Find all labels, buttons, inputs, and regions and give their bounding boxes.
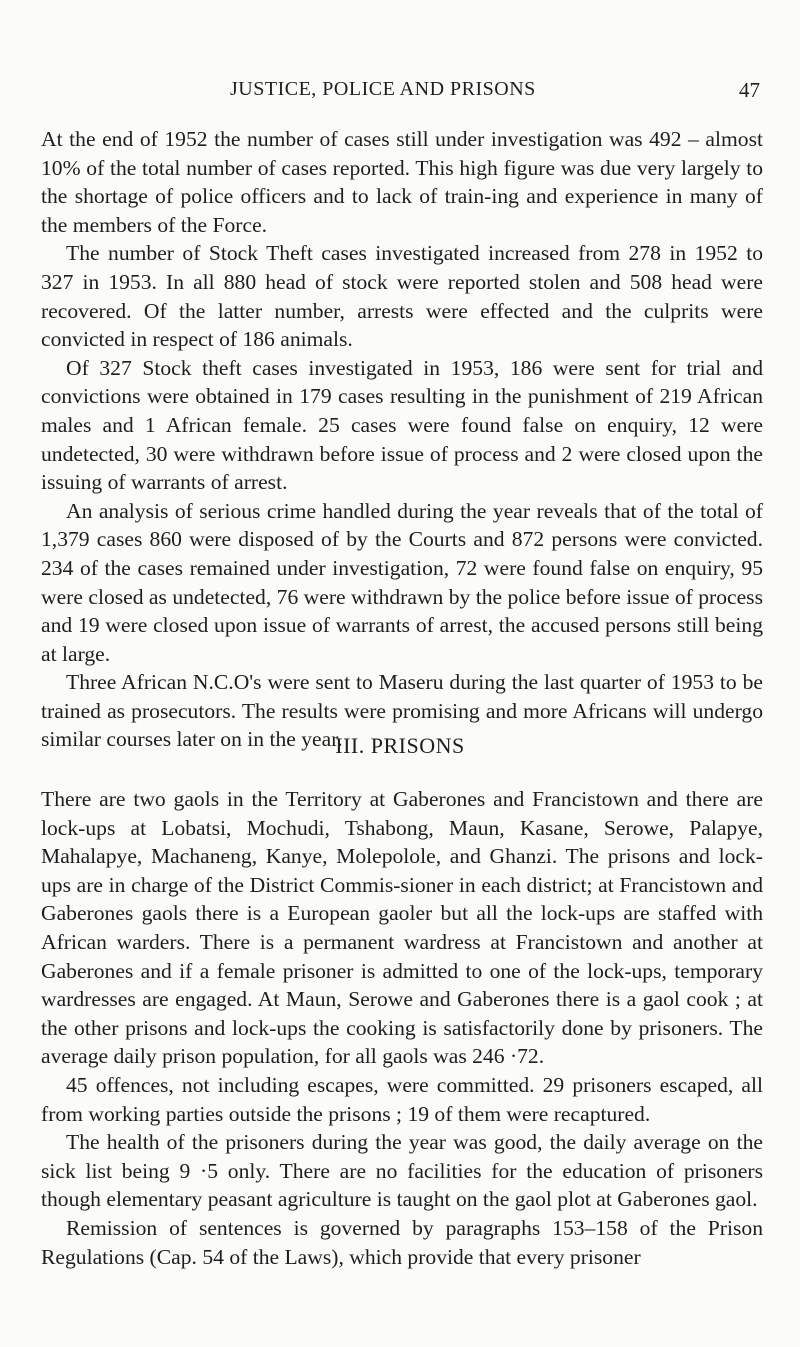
paragraph-offences-escapes: 45 offences, not including escapes, were committed. 29 prisoners escaped, all from working parties outside the prisons ; 19 of them were recaptured.: [41, 1072, 763, 1126]
paragraph-prisoner-health: The health of the prisoners during the year was good, the daily average on the sick list being 9 ·5 only. There are no facilities for the education of prisoners though elementary peasant agriculture is taught on the gaol plot at Gaberones gaol.: [41, 1130, 763, 1212]
section-heading-prisons: III. PRISONS: [335, 733, 465, 758]
page-header: [0, 78, 800, 108]
paragraph-stock-theft: The number of Stock Theft cases investigated increased from 278 in 1952 to 327 in 1953. In all 880 head of stock were reported stolen and 508 head were recovered. Of the latter number, arrests were effected and the culprits were convicted in respect of 186 animals.: [41, 241, 763, 352]
prisons-section-text: [41, 785, 763, 1271]
running-title: JUSTICE, POLICE AND PRISONS: [230, 78, 536, 100]
police-section-text: [41, 125, 763, 754]
paragraph-pending-cases: At the end of 1952 the number of cases still under investigation was 492 – almost 10% of the total number of cases reported. This high figure was due very largely to the shortage of police officers and to lack of train-ing and experience in many of the members of the Force.: [41, 127, 763, 237]
paragraph-prosecutors-training: Three African N.C.O's were sent to Maseru during the last quarter of 1953 to be trained as prosecutors. The results were promising and more Africans will undergo similar courses later on in the year.: [41, 670, 763, 752]
paragraph-serious-crime: An analysis of serious crime handled during the year reveals that of the total of 1,379 cases 860 were disposed of by the Courts and 872 persons were convicted. 234 of the cases remained under investigation, 72 were found false on enquiry, 95 were closed as undetected, 76 were withdrawn by the police before issue of process and 19 were closed upon issue of warrants of arrest, the accused persons still being at large.: [41, 498, 763, 666]
page-number: 47: [739, 78, 760, 102]
paragraph-remission: Remission of sentences is governed by paragraphs 153–158 of the Prison Regulations (Cap. 54 of the Laws), which provide that every prisoner: [41, 1215, 763, 1269]
paragraph-stock-theft-trials: Of 327 Stock theft cases investigated in 1953, 186 were sent for trial and convictions were obtained in 179 cases resulting in the punishment of 219 African males and 1 African female. 25 cases were found false on enquiry, 12 were undetected, 30 were withdrawn before issue of process and 2 were closed upon the issuing of warrants of arrest.: [41, 355, 763, 495]
paragraph-gaols-and-lockups: There are two gaols in the Territory at Gaberones and Francistown and there are lock-ups at Lobatsi, Mochudi, Tshabong, Maun, Kasane, Serowe, Palapye, Mahalapye, Machaneng, Kanye, Molepolole, and Ghanzi. The prisons and lock-ups are in charge of the District Commis-sioner in each district; at Francistown and Gaberones gaols there is a European gaoler but all the lock-ups are staffed with African warders. There is a permanent wardress at Francistown and another at Gaberones and if a female prisoner is admitted to one of the lock-ups, temporary wardresses are engaged. At Maun, Serowe and Gaberones there is a gaol cook ; at the other prisons and lock-ups the cooking is satisfactorily done by prisoners. The average daily prison population, for all gaols was 246 ·72.: [41, 787, 763, 1069]
